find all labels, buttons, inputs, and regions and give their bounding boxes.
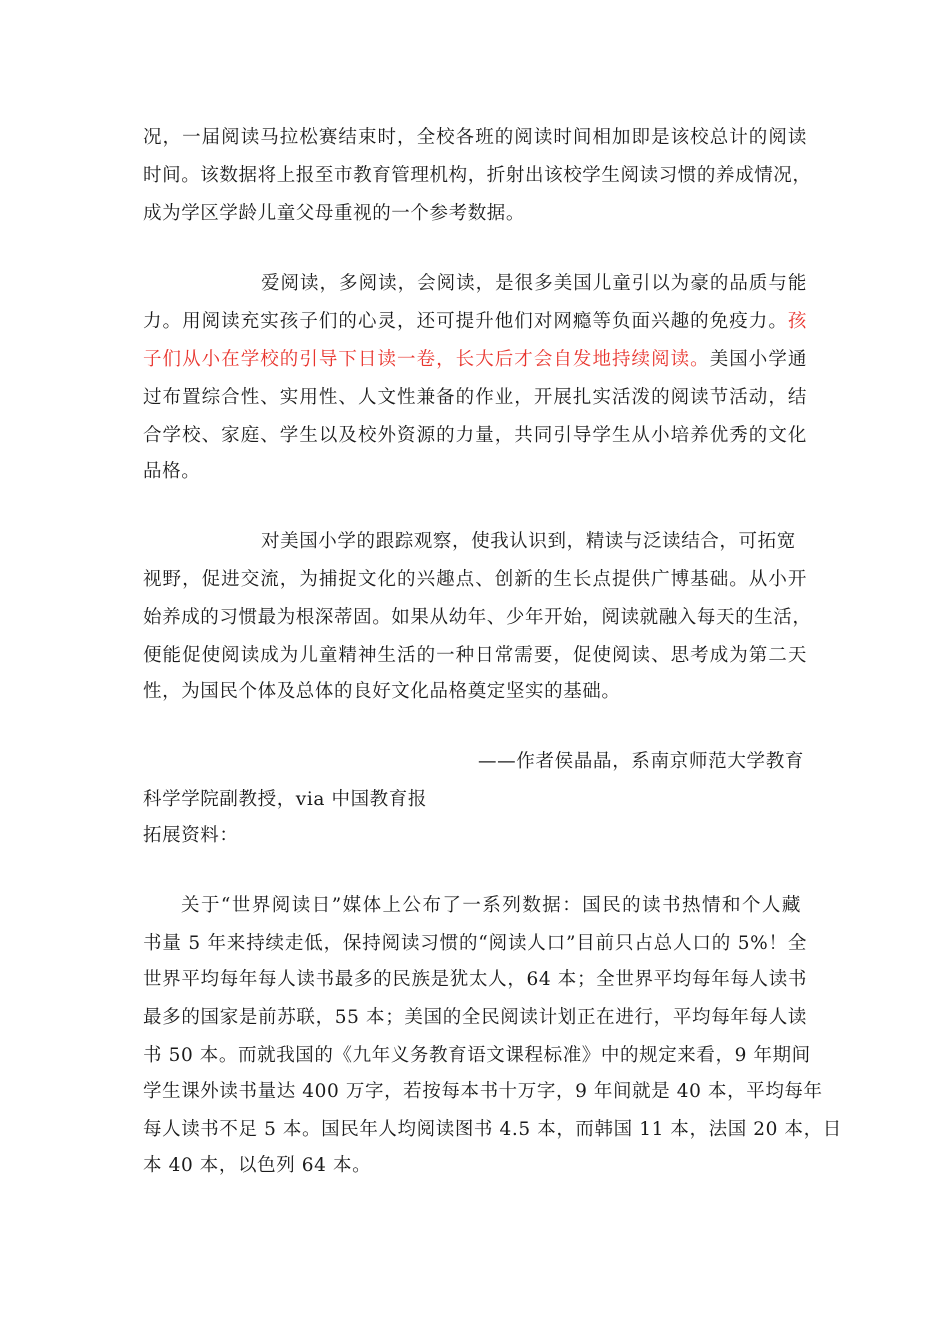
paragraph-3-line-4: 便能促使阅读成为儿童精神生活的一种日常需要，促使阅读、思考成为第二天 (143, 645, 807, 666)
paragraph-3-line-5: 性，为国民个体及总体的良好文化品格奠定坚实的基础。 (143, 681, 621, 702)
paragraph-4-line-7: 每人读书不足 5 本。国民年人均阅读图书 4.5 本，而韩国 11 本，法国 20 本，日 (143, 1119, 842, 1140)
paragraph-2-line-3 (143, 348, 807, 372)
paragraph-4-line-5: 书 50 本。而就我国的《九年义务教育语文课程标准》中的规定来看，9 年期间 (143, 1045, 811, 1066)
paragraph-2-line-3-text: 美国小学通 (709, 349, 807, 370)
paragraph-3-line-1: 对美国小学的跟踪观察，使我认识到，精读与泛读结合，可拓宽 (261, 531, 796, 552)
paragraph-2-line-5: 合学校、家庭、学生以及校外资源的力量，共同引导学生从小培养优秀的文化 (143, 425, 807, 446)
paragraph-4-line-8: 本 40 本，以色列 64 本。 (143, 1155, 372, 1176)
paragraph-1-line-3: 成为学区学龄儿童父母重视的一个参考数据。 (143, 203, 526, 224)
paragraph-1-line-2: 时间。该数据将上报至市教育管理机构，折射出该校学生阅读习惯的养成情况， (143, 165, 812, 186)
paragraph-2-line-2-text: 力。用阅读充实孩子们的心灵，还可提升他们对网瘾等负面兴趣的免疫力。 (143, 311, 788, 332)
paragraph-4-line-6: 学生课外读书量达 400 万字，若按每本书十万字，9 年间就是 40 本，平均每年 (143, 1081, 823, 1102)
paragraph-4-line-4: 最多的国家是前苏联，55 本；美国的全民阅读计划正在进行，平均每年每人读 (143, 1007, 807, 1028)
paragraph-2-line-2 (143, 310, 807, 334)
extension-heading: 拓展资料： (143, 825, 239, 846)
paragraph-4-line-3: 世界平均每年每人读书最多的民族是犹太人，64 本；全世界平均每年每人读书 (143, 969, 807, 990)
paragraph-1-line-1: 况，一届阅读马拉松赛结束时，全校各班的阅读时间相加即是该校总计的阅读 (143, 127, 807, 148)
attribution-line-2: 科学学院副教授，via 中国教育报 (143, 789, 427, 810)
paragraph-2-highlight: 子们从小在学校的引导下日读一卷，长大后才会自发地持续阅读。 (143, 349, 710, 370)
paragraph-2-line-6: 品格。 (143, 461, 201, 482)
paragraph-2-highlight-start: 孩 (787, 311, 807, 332)
paragraph-2-line-4: 过布置综合性、实用性、人文性兼备的作业，开展扎实活泼的阅读节活动，结 (143, 387, 807, 408)
paragraph-3-line-2: 视野，促进交流，为捕捉文化的兴趣点、创新的生长点提供广博基础。从小开 (143, 569, 807, 590)
paragraph-2-line-1: 爱阅读，多阅读，会阅读，是很多美国儿童引以为豪的品质与能 (261, 273, 807, 294)
paragraph-4-line-2: 书量 5 年来持续走低，保持阅读习惯的“阅读人口”目前只占总人口的 5%！全 (143, 933, 807, 954)
paragraph-4-line-1: 关于“世界阅读日”媒体上公布了一系列数据：国民的读书热情和个人藏 (181, 895, 801, 916)
paragraph-3-line-3: 始养成的习惯最为根深蒂固。如果从幼年、少年开始，阅读就融入每天的生活， (143, 607, 812, 628)
attribution-line-1: ——作者侯晶晶，系南京师范大学教育 (478, 751, 804, 772)
